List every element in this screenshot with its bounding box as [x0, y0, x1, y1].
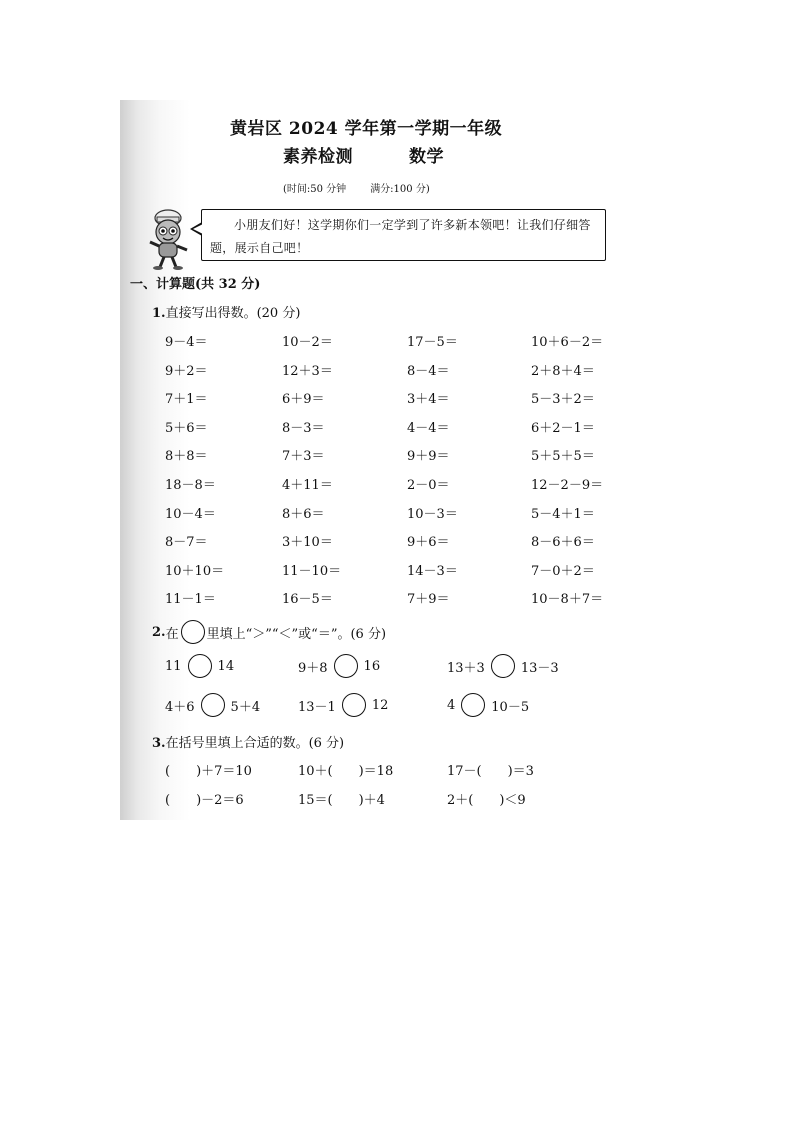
equation-item: 10－8＋7＝	[531, 592, 604, 608]
equation-item: 10＋6－2＝	[531, 335, 604, 350]
equation-item: 16－5＝	[282, 592, 333, 608]
equation-item: 17－5＝	[407, 335, 458, 350]
equation-item: 9＋9＝	[407, 449, 450, 465]
equation-item: 10－4＝	[165, 506, 216, 522]
compare-item	[298, 654, 380, 678]
question-3-number: 3.	[152, 736, 166, 751]
equation-item: 5－4＋1＝	[531, 506, 595, 522]
equation-item: 8－7＝	[165, 535, 208, 551]
compare-item	[447, 654, 559, 678]
compare-right: 16	[363, 658, 381, 674]
equation-item: 10＋10＝	[165, 563, 225, 579]
equation-item: 4－4＝	[407, 420, 450, 436]
equation-item: 9＋2＝	[165, 363, 208, 379]
exam-subject: 数学	[409, 147, 444, 167]
equation-item: 7＋3＝	[282, 449, 325, 465]
equation-item: 11－1＝	[165, 592, 216, 608]
compare-right: 10－5	[491, 699, 530, 715]
equation-item: 5－3＋2＝	[531, 392, 595, 408]
circle-blank-icon	[181, 620, 205, 644]
compare-right: 12	[371, 697, 389, 713]
compare-left: 9＋8	[298, 660, 328, 676]
equation-item: 8＋8＝	[165, 449, 208, 465]
question-1-text: 直接写出得数。(20 分)	[165, 306, 301, 321]
fill-blank-item: ( )＋7＝10	[165, 764, 252, 779]
equation-item: 5＋5＋5＝	[531, 449, 595, 465]
mascot-icon	[142, 208, 194, 270]
equation-item: 3＋4＝	[407, 392, 450, 408]
compare-item	[165, 654, 234, 678]
compare-item	[165, 693, 260, 717]
compare-circle-blank[interactable]	[461, 693, 485, 717]
compare-item	[447, 693, 529, 717]
question-3-text: 在括号里填上合适的数。(6 分)	[165, 736, 345, 751]
exam-subtitle	[283, 142, 444, 167]
compare-left: 4	[447, 697, 456, 713]
fill-blank-item: 10＋( )＝18	[298, 764, 394, 779]
fill-blank-item: 17－( )＝3	[447, 764, 534, 779]
compare-item	[298, 693, 388, 717]
equation-item: 8－3＝	[282, 420, 325, 436]
compare-right: 13－3	[520, 660, 559, 676]
equation-item: 8－4＝	[407, 363, 450, 379]
compare-circle-blank[interactable]	[491, 654, 515, 678]
question-1-title	[152, 302, 300, 321]
section-title: 一、计算题(共 32 分)	[130, 277, 261, 292]
compare-circle-blank[interactable]	[342, 693, 366, 717]
equation-item: 2－0＝	[407, 478, 450, 493]
compare-circle-blank[interactable]	[188, 654, 212, 678]
exam-time: (时间:50 分钟	[283, 184, 347, 195]
equation-item: 7－0＋2＝	[531, 563, 595, 579]
question-2-text-before: 在	[165, 626, 179, 642]
equation-item: 11－10＝	[282, 563, 342, 579]
compare-right: 14	[217, 658, 235, 674]
exam-subtitle-left: 素养检测	[283, 147, 353, 167]
intro-text: 小朋友们好！这学期你们一定学到了许多新本领吧！让我们仔细答题，展示自己吧！	[210, 218, 591, 255]
question-2-number: 2.	[152, 624, 166, 640]
compare-circle-blank[interactable]	[201, 693, 225, 717]
equation-item: 9－4＝	[165, 335, 208, 350]
equation-item: 12＋3＝	[282, 363, 333, 379]
equation-item: 5＋6＝	[165, 420, 208, 436]
equation-item: 10－2＝	[282, 335, 333, 350]
equation-item: 4＋11＝	[282, 478, 333, 493]
question-2-title	[152, 620, 386, 644]
intro-speech-bubble	[201, 209, 606, 261]
equation-item: 7＋9＝	[407, 592, 450, 608]
exam-meta	[283, 180, 430, 195]
fill-blank-item: 2＋( )＜9	[447, 793, 526, 808]
compare-left: 4＋6	[165, 699, 195, 715]
equation-item: 8＋6＝	[282, 506, 325, 522]
equation-item: 2＋8＋4＝	[531, 363, 595, 379]
equation-item: 14－3＝	[407, 563, 458, 579]
equation-item: 12－2－9＝	[531, 478, 604, 493]
question-2-text-after: 里填上“＞”“＜”或“＝”。(6 分)	[206, 626, 387, 642]
equation-item: 3＋10＝	[282, 535, 333, 551]
question-1-number: 1.	[152, 306, 166, 321]
compare-left: 11	[165, 658, 182, 674]
equation-item: 9＋6＝	[407, 535, 450, 551]
fill-blank-item: 15＝( )＋4	[298, 793, 385, 808]
equation-item: 8－6＋6＝	[531, 535, 595, 551]
speech-bubble-tail-inner	[193, 224, 203, 234]
equation-item: 6＋9＝	[282, 392, 325, 408]
exam-score: 满分:100 分)	[370, 184, 430, 195]
compare-left: 13－1	[298, 699, 336, 715]
exam-title: 黄岩区 2024 学年第一学期一年级	[230, 119, 503, 139]
equation-item: 18－8＝	[165, 478, 216, 493]
equation-item: 10－3＝	[407, 506, 458, 522]
equation-item: 6＋2－1＝	[531, 420, 595, 436]
question-3-title	[152, 732, 344, 751]
compare-left: 13＋3	[447, 660, 485, 676]
compare-right: 5＋4	[230, 699, 261, 715]
compare-circle-blank[interactable]	[334, 654, 358, 678]
equation-item: 7＋1＝	[165, 392, 208, 408]
fill-blank-item: ( )－2＝6	[165, 793, 244, 808]
